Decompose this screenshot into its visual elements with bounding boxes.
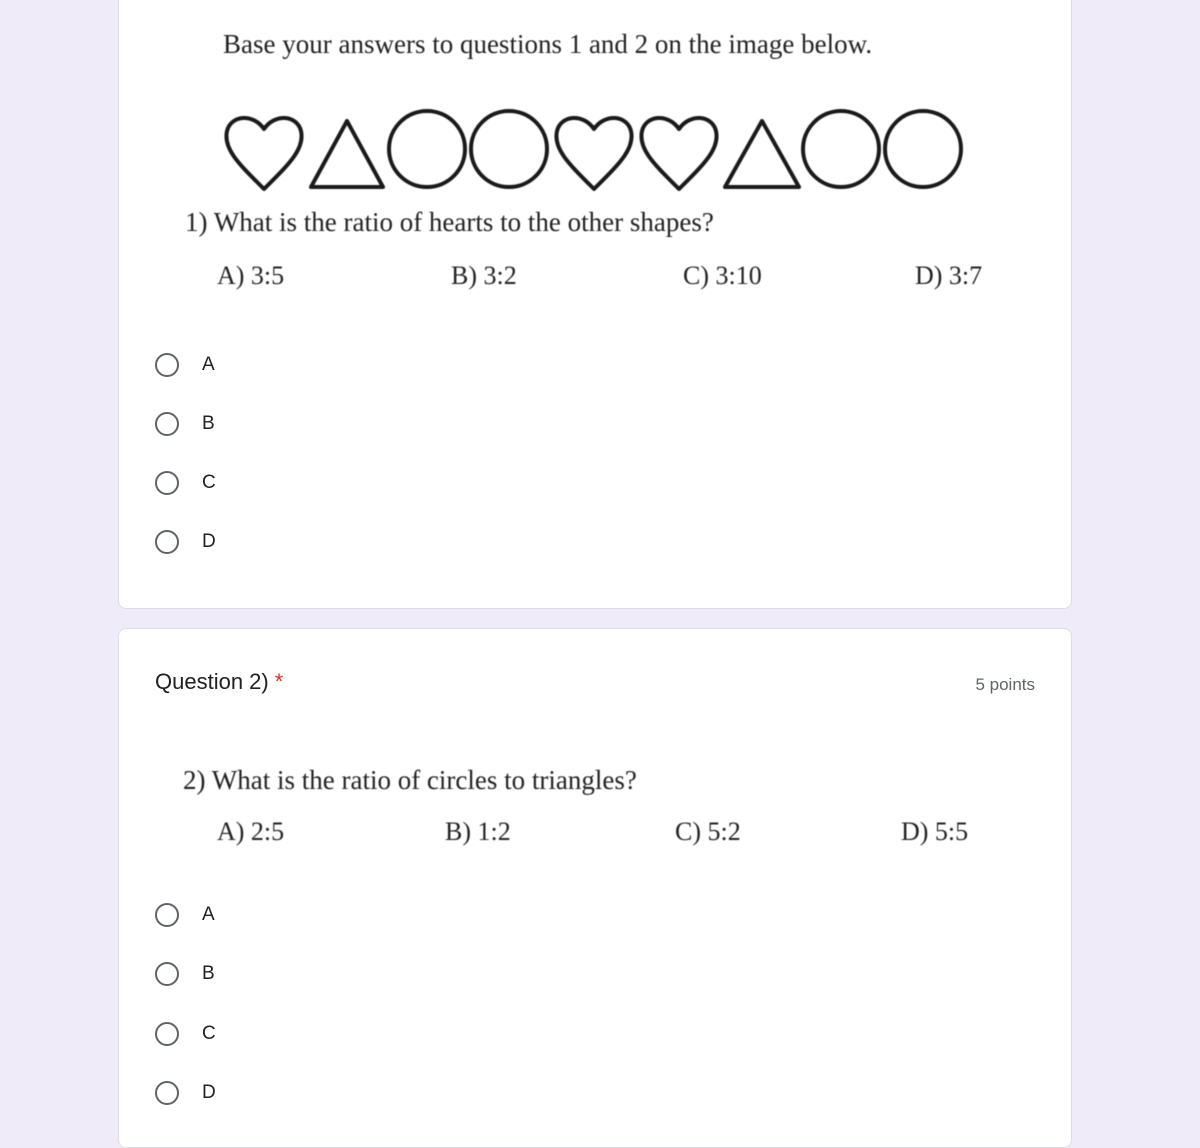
option-label: C <box>202 1023 216 1044</box>
points-label: 5 points <box>975 675 1035 694</box>
question-2-choice-c: C) 5:2 <box>675 817 741 846</box>
question-1-option-c[interactable] <box>155 467 216 499</box>
circle-shape <box>389 111 465 187</box>
heart-shape <box>226 118 301 189</box>
circle-shape <box>803 111 879 187</box>
radio-button[interactable] <box>155 412 179 436</box>
required-asterisk: * <box>274 669 284 694</box>
question-1-choice-c: C) 3:10 <box>683 261 762 290</box>
question-2-choice-a: A) 2:5 <box>217 817 285 846</box>
question-2-choice-d: D) 5:5 <box>901 817 969 846</box>
option-label: B <box>202 963 215 984</box>
question-2-option-b[interactable] <box>155 958 215 990</box>
question-2-text: 2) What is the ratio of circles to triangles? <box>183 765 637 795</box>
circle-shape <box>885 111 961 187</box>
question-1-option-a[interactable] <box>155 349 215 381</box>
circle-shape <box>471 111 547 187</box>
question-1-choice-a: A) 3:5 <box>217 261 285 290</box>
option-label: D <box>202 531 216 552</box>
radio-button[interactable] <box>155 962 179 986</box>
heart-shape <box>556 118 631 189</box>
question-2-choice-b: B) 1:2 <box>445 817 511 846</box>
radio-button[interactable] <box>155 353 179 377</box>
passage-intro: Base your answers to questions 1 and 2 on the image below. <box>223 29 873 59</box>
question-title-text: Question 2) <box>155 669 269 694</box>
triangle-shape <box>725 121 799 187</box>
radio-button[interactable] <box>155 1081 179 1105</box>
option-label: B <box>202 413 215 434</box>
question-1-option-b[interactable] <box>155 408 215 440</box>
option-label: C <box>202 472 216 493</box>
question-1-text: 1) What is the ratio of hearts to the other shapes? <box>185 207 714 237</box>
question-2-title <box>155 669 283 695</box>
question-2-option-a[interactable] <box>155 899 215 931</box>
radio-button[interactable] <box>155 530 179 554</box>
question-1-option-d[interactable] <box>155 526 216 558</box>
radio-button[interactable] <box>155 903 179 927</box>
question-1-choice-d: D) 3:7 <box>915 261 983 290</box>
radio-button[interactable] <box>155 471 179 495</box>
question-1-choice-b: B) 3:2 <box>451 261 517 290</box>
question-2-option-d[interactable] <box>155 1077 216 1109</box>
heart-shape <box>641 118 716 189</box>
triangle-shape <box>311 121 383 187</box>
option-label: A <box>202 354 215 375</box>
question-1-card <box>118 0 1072 609</box>
question-2-card <box>118 628 1072 1148</box>
radio-button[interactable] <box>155 1022 179 1046</box>
option-label: A <box>202 904 215 925</box>
question-2-option-c[interactable] <box>155 1018 216 1050</box>
shapes-image <box>219 109 999 199</box>
option-label: D <box>202 1082 216 1103</box>
